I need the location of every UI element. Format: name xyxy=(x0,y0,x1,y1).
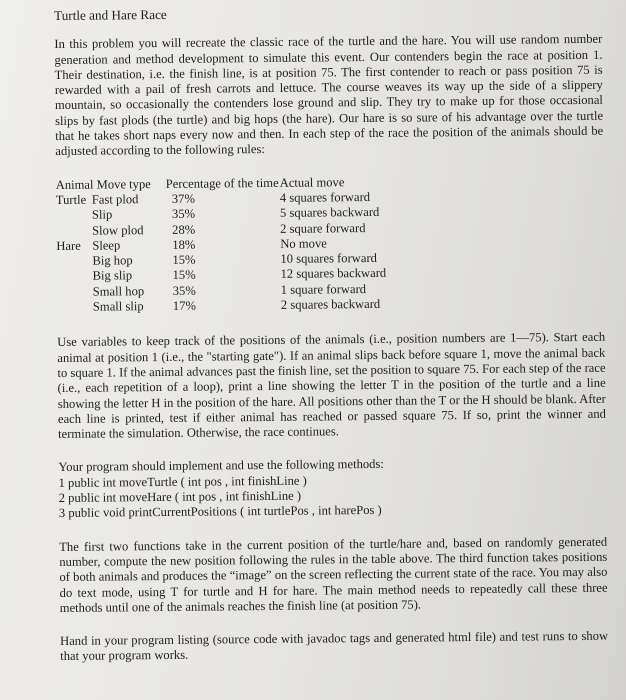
row-animal: Hare xyxy=(56,238,81,253)
row-percentage: 28% xyxy=(172,222,196,237)
row-percentage: 37% xyxy=(171,191,195,206)
row-actual-move: 1 square forward xyxy=(280,281,367,297)
row-actual-move: 2 squares backward xyxy=(280,296,381,312)
method-item: 3 public void printCurrentPositions ( int turtlePos , int harePos ) xyxy=(58,503,382,521)
row-animal xyxy=(56,254,92,270)
row-percentage: 35% xyxy=(172,283,196,298)
row-percentage: 18% xyxy=(172,237,196,252)
row-animal xyxy=(57,300,93,316)
row-percentage: 17% xyxy=(172,298,197,313)
document-title: Turtle and Hare Race xyxy=(54,6,167,23)
methods-list xyxy=(58,455,607,521)
movement-table xyxy=(56,172,605,315)
rules-paragraph: Use variables to keep track of the positions of the animals (i.e., position numbers are 1—75). Start each animal at position 1 (i.e., the "starting gate"). If an animal slips back before square 1, move the animal back to square 1. If the animal advances past the finish line, set the position to square 75. For each step of the race (i.e., each repetition of a loop), print a line showing the letter T in the position of the turtle and a line showing the letter H in the position of the hare. All positions other than the T or the H should be blank. After each line is printed, test if either animal has reached or passed square 75. If so, print the winner and terminate the simulation. Otherwise, the race continues. xyxy=(57,330,606,442)
row-actual-move: 2 square forward xyxy=(280,220,366,236)
row-animal xyxy=(56,208,92,224)
handin-paragraph: Hand in your program listing (source code with javadoc tags and generated html file) and test runs to show that your program works. xyxy=(60,628,609,664)
row-move-type: Sleep xyxy=(92,238,121,253)
row-percentage: 35% xyxy=(171,206,196,222)
method-item: 1 public int moveTurtle ( int pos , int finishLine ) xyxy=(58,473,307,490)
row-move-type: Slow plod xyxy=(92,222,144,238)
row-actual-move: 10 squares forward xyxy=(280,251,378,266)
row-animal xyxy=(57,284,93,300)
row-move-type: Big slip xyxy=(92,268,133,284)
row-move-type: Small hop xyxy=(92,283,145,299)
row-move-type: Small slip xyxy=(92,299,144,314)
row-animal: Turtle xyxy=(55,192,87,207)
row-actual-move: 5 squares backward xyxy=(279,205,380,221)
row-animal xyxy=(57,269,93,285)
row-animal xyxy=(56,223,92,239)
row-percentage: 15% xyxy=(172,252,196,268)
header-actual-move: Actual move xyxy=(279,174,345,190)
row-move-type: Fast plod xyxy=(91,192,139,207)
row-actual-move: 4 squares forward xyxy=(279,189,371,205)
methods-intro: Your program should implement and use the following methods: xyxy=(58,457,384,475)
row-actual-move: 12 squares backward xyxy=(280,266,387,282)
row-move-type: Slip xyxy=(91,207,113,222)
document-content xyxy=(54,3,608,665)
header-percentage: Percentage of the time xyxy=(165,175,279,191)
intro-paragraph: In this problem you will recreate the classic race of the turtle and the hare. You will use random number generation and method development to simulate this event. Our contenders begin the race at position 1. Their destination, i.e. the finish line, is at position 75. The first contender to reach or pass position 75 is rewarded with a pail of fresh carrots and lettuce. The course weaves its way up the side of a slippery mountain, so occasionally the contenders lose ground and slip. They try to make up for those occasional slips by fast plods (the turtle) and big hops (the hare). Our hare is so sure of his advantage over the turtle that he takes short naps every now and then. In each step of the race the position of the animals should be adjusted according to the following rules: xyxy=(54,32,604,159)
method-item: 2 public int moveHare ( int pos , int finishLine ) xyxy=(58,488,302,505)
row-percentage: 15% xyxy=(172,268,196,283)
functions-paragraph: The first two functions take in the current position of the turtle/hare and, based on randomly generated number, compute the new position following the rules in the table above. The third function takes positions of both animals and produces the “image” on the screen reflecting the current state of the race. You may also do text mode, using T for turtle and H for hare. The main method needs to repeatedly call these three methods until one of the animals reaches the finish line (at position 75). xyxy=(59,534,608,615)
row-actual-move: No move xyxy=(280,236,327,251)
header-animal-move-type: Animal Move type xyxy=(55,176,151,192)
row-move-type: Big hop xyxy=(92,253,133,268)
